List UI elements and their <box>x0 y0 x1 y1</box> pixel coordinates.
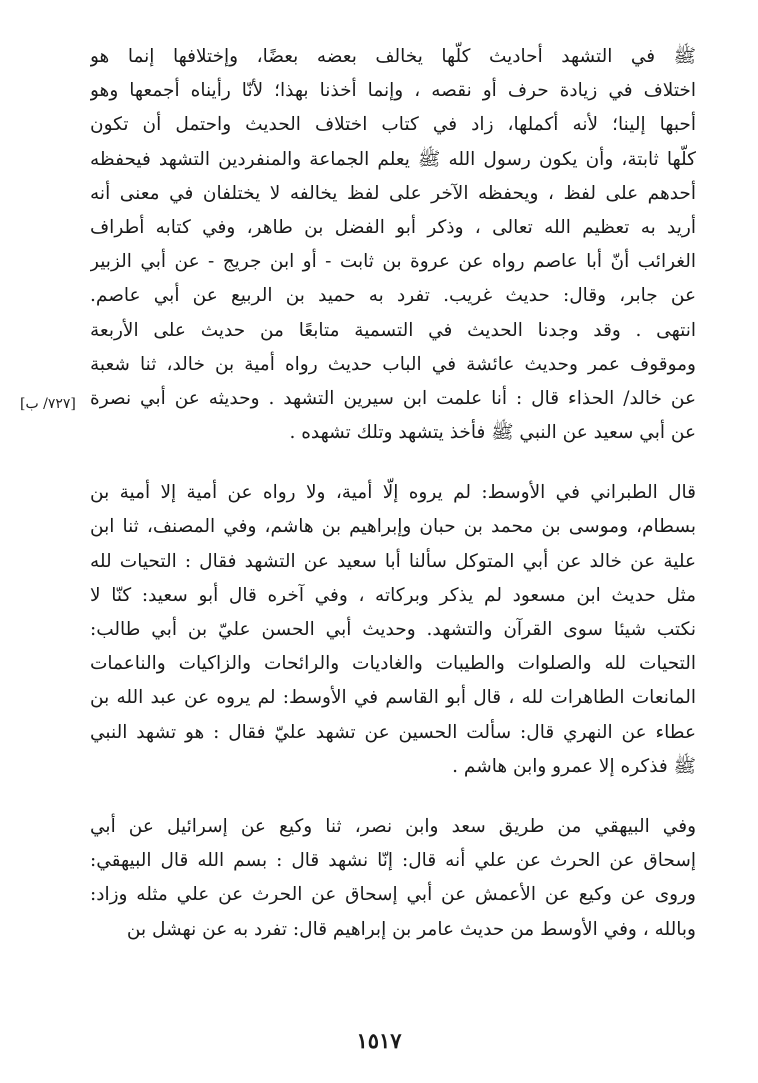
text-line: التحيات لله والصلوات والطيبات والغاديات والرائحات والزاكيات والناعمات <box>90 653 696 675</box>
text-line: أحدهم على لفظ ، ويحفظه الآخر على لفظ يخالفه لا يختلفان في معنى أنه <box>90 182 696 204</box>
text-line: عطاء عن النهري قال: سألت الحسين عن تشهد عليّ فقال : هو تشهد النبي <box>90 721 696 743</box>
text-line: مثل حديث ابن مسعود لم يذكر وبركاته ، وفي آخره قال أبو سعيد: كنّا لا <box>90 584 696 606</box>
text-line: وفي البيهقي من طريق سعد وابن نصر، ثنا وكيع عن إسرائيل عن أبي <box>90 815 696 837</box>
text-line: انتهى . وقد وجدنا الحديث في التسمية متابعًا من حديث على الأربعة <box>90 319 696 341</box>
text-line: إسحاق عن الحرث عن علي أنه قال: إنّا نشهد قال : بسم الله قال البيهقي: <box>90 850 696 872</box>
text-line: ﷺ فذكره إلا عمرو وابن هاشم . <box>452 755 696 777</box>
text-line: علية عن خالد عن أبي المتوكل سألنا أبا سعيد عن التشهد فقال : التحيات لله <box>90 550 696 572</box>
paragraph <box>90 40 696 450</box>
text-line: ﷺ في التشهد أحاديث كلّها يخالف بعضه بعضًا، وإختلافها إنما هو <box>90 46 696 67</box>
paragraph <box>90 476 696 784</box>
text-line: بسطام، وموسى بن محمد بن حبان وإبراهيم بن هاشم، وفي المصنف، ثنا ابن <box>90 516 696 538</box>
text-line: وبالله ، وفي الأوسط من حديث عامر بن إبراهيم قال: تفرد به عن نهشل بن <box>126 918 696 940</box>
text-line: المانعات الطاهرات لله ، قال أبو القاسم في الأوسط: لم يروه عن عبد الله بن <box>90 687 696 709</box>
paragraph <box>90 810 696 947</box>
text-line: عن خالد/ الحذاء قال : أنا علمت ابن سيرين التشهد . وحديثه عن أبي نصرة <box>90 387 696 409</box>
text-line: الغرائب أنّ أبا عاصم رواه عن عروة بن ثابت - أو ابن جريج - عن أبي الزبير <box>90 251 696 273</box>
text-line: عن أبي سعيد عن النبي ﷺ فأخذ يتشهد وتلك تشهده . <box>289 422 696 444</box>
text-line: عن جابر، وقال: حديث غريب. تفرد به حميد بن الربيع عن أبي عاصم. <box>90 285 696 307</box>
text-line: وروى عن وكيع عن الأعمش عن أبي إسحاق عن الحرث عن علي مثله وزاد: <box>90 884 696 906</box>
text-line: قال الطبراني في الأوسط: لم يروه إلّا أمية، ولا رواه عن أمية إلا أمية بن <box>90 482 696 504</box>
text-line: اختلاف في زيادة حرف أو نقصه ، وإنما أخذنا بهذا؛ لأنّا رأيناه أجمعها وهو <box>90 80 696 102</box>
text-line: أحبها إلينا؛ لأنه أكملها، زاد في كتاب اختلاف الحديث واحتمل أن تكون <box>90 114 696 136</box>
manuscript-folio-reference: [٧٢٧/ ب] <box>20 396 76 412</box>
text-line: كلّها ثابتة، وأن يكون رسول الله ﷺ يعلم الجماعة والمنفردين التشهد فيحفظه <box>90 148 696 170</box>
page-number: ١٥١٧ <box>356 1028 402 1053</box>
text-line: وموقوف عمر وحديث عائشة في الباب حديث رواه أمية بن خالد، ثنا شعبة <box>90 353 696 375</box>
page-body <box>90 40 696 947</box>
text-line: نكتب شيئا سوى القرآن والتشهد. وحديث أبي الحسن عليّ بن أبي طالب: <box>90 619 696 640</box>
text-line: أريد به تعظيم الله تعالى ، وذكر أبو الفضل بن طاهر، وفي كتابه أطراف <box>90 216 696 238</box>
